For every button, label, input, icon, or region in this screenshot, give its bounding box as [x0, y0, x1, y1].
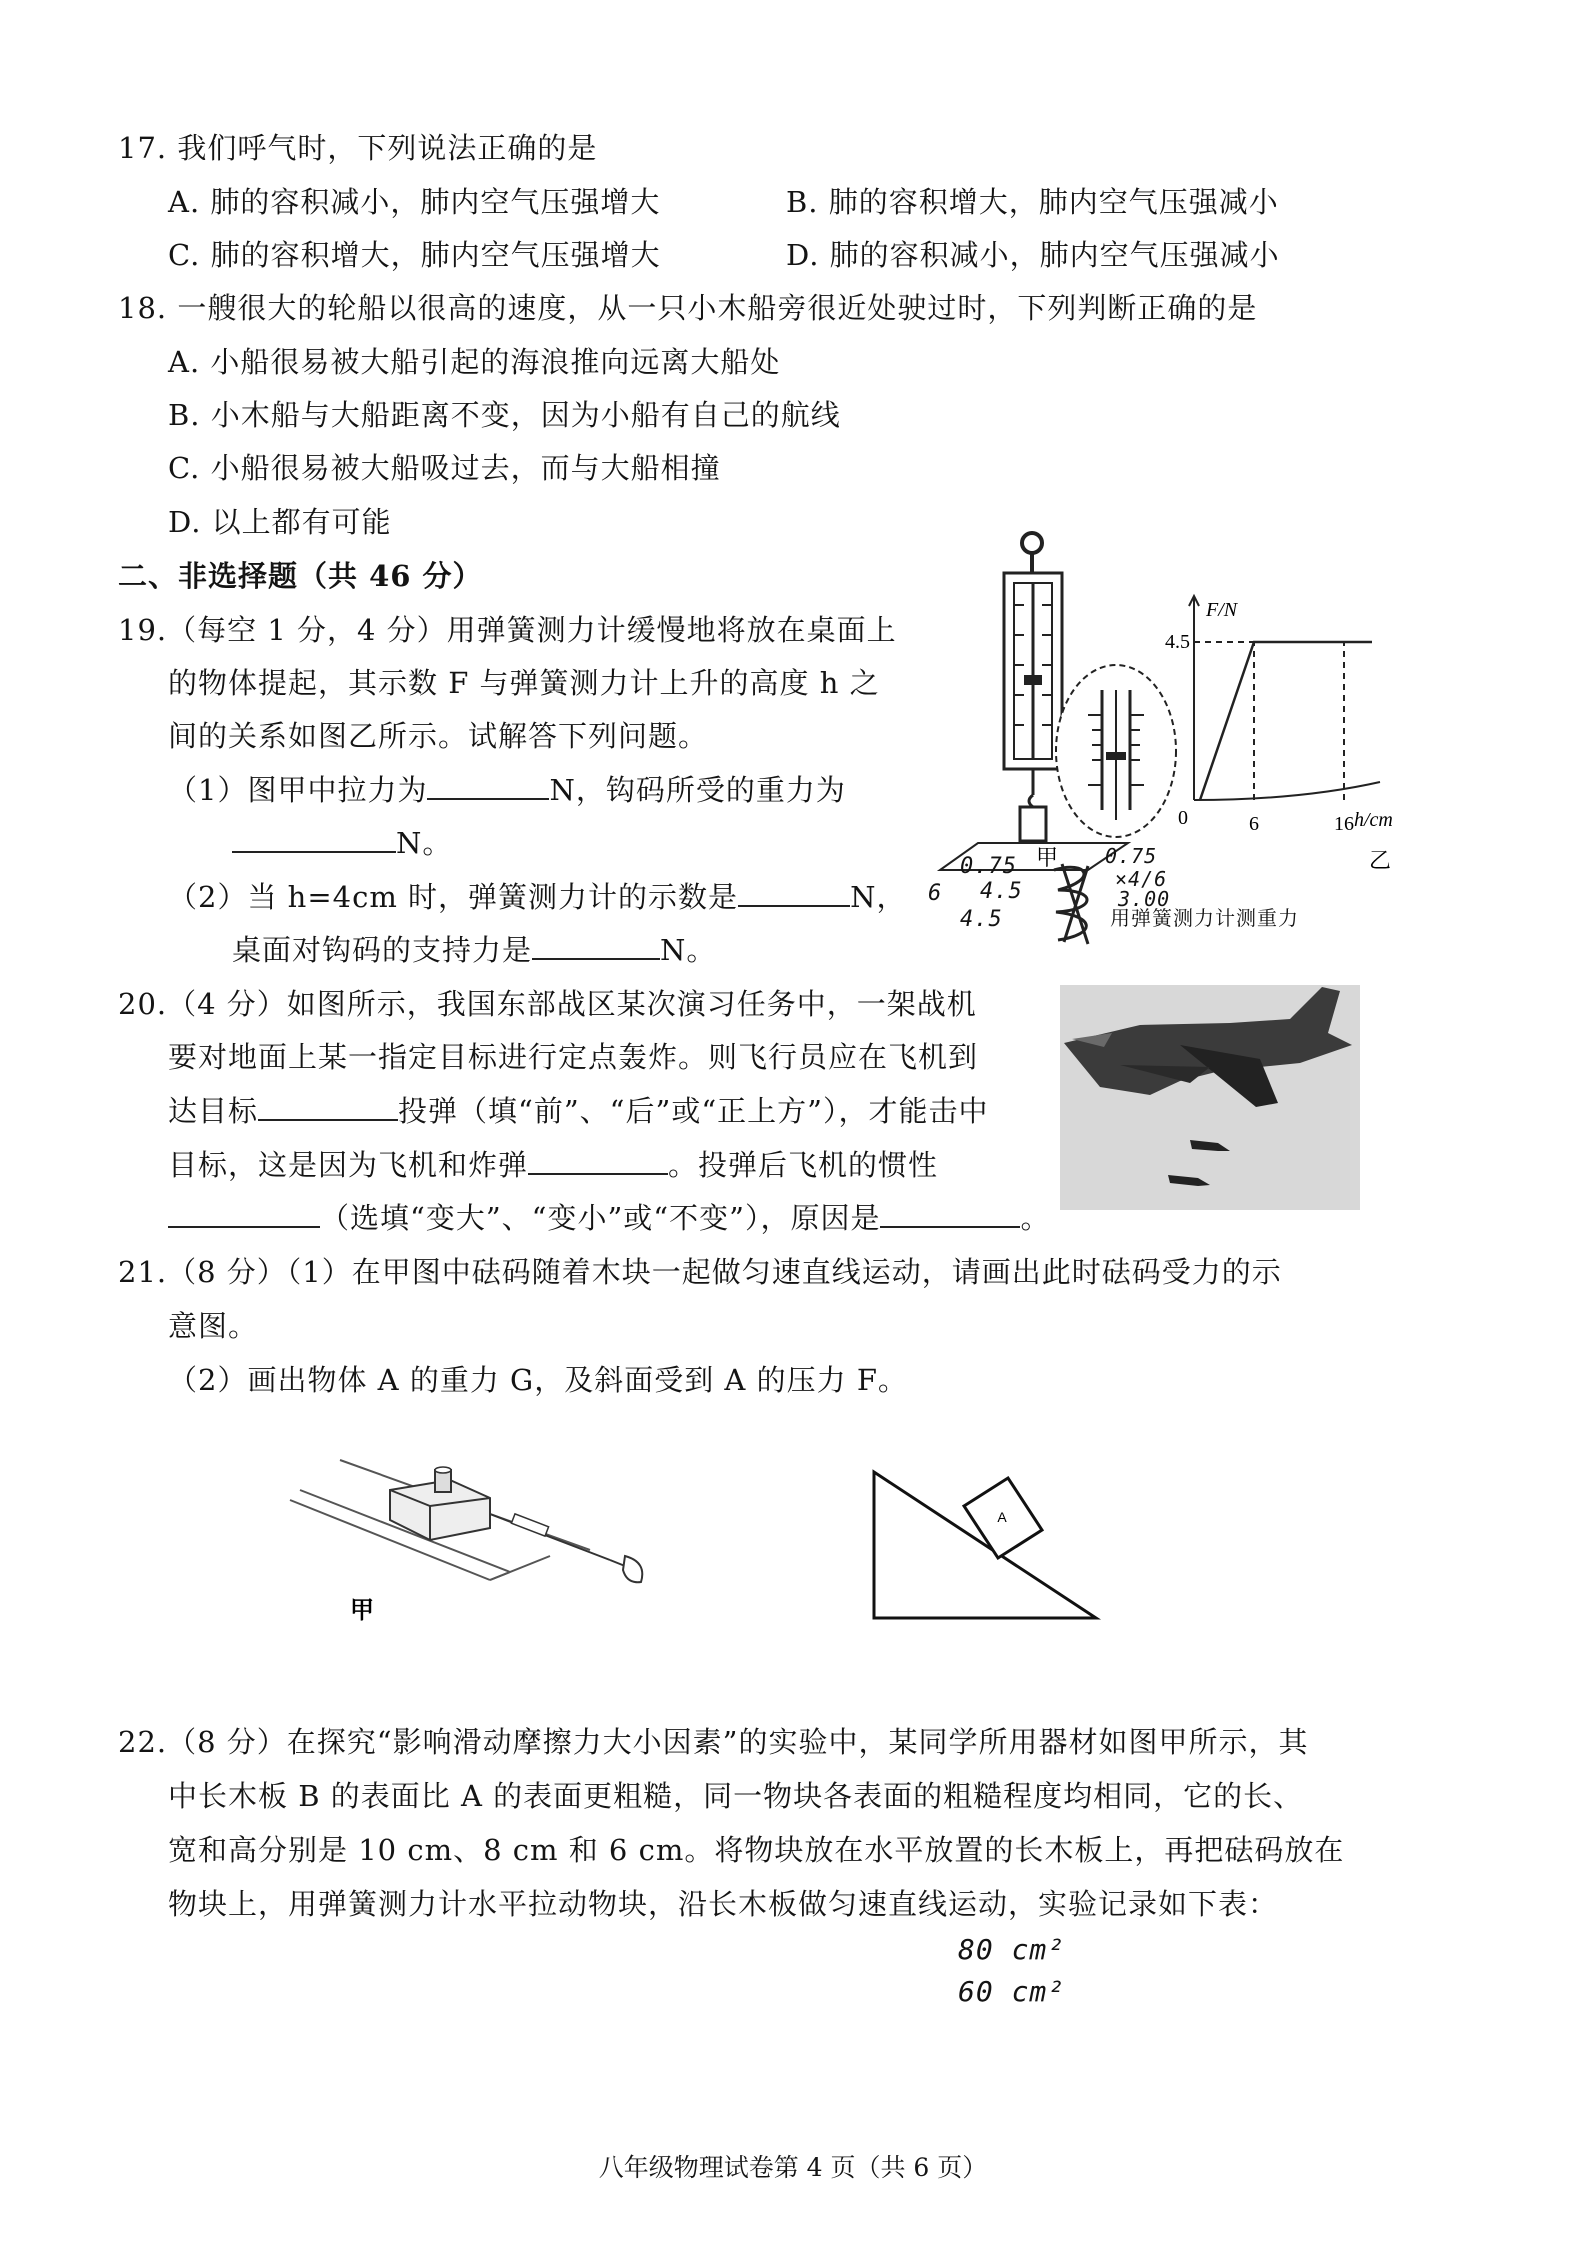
q19-blank-weight[interactable]: [232, 823, 396, 853]
q19-part1: [168, 770, 846, 810]
q17-option-d: D. 肺的容积减小，肺内空气压强减小: [786, 238, 1280, 272]
q20-line4-text-b: 。投弹后飞机的惯性: [668, 1148, 939, 1182]
force-height-chart: [1165, 590, 1395, 880]
q19-part1-text-a: （1）图甲中拉力为: [168, 773, 428, 807]
q17-stem: 17. 我们呼气时，下列说法正确的是: [118, 131, 598, 165]
q17-option-b: B. 肺的容积增大，肺内空气压强减小: [786, 185, 1279, 219]
q18-option-b: B. 小木船与大船距离不变，因为小船有自己的航线: [168, 398, 841, 432]
q22-line3: 宽和高分别是 10 cm、8 cm 和 6 cm。将物块放在水平放置的长木板上，再把砝码放在: [168, 1833, 1345, 1867]
fig-label-yi: 乙: [1368, 848, 1392, 873]
q19-blank-pull-force[interactable]: [427, 770, 549, 800]
x-tick-label: 0: [1178, 807, 1188, 829]
q20-line3-text-b: 投弹（填“前”、“后”或“正上方”），才能击中: [398, 1094, 989, 1128]
q22-handwriting-2: 60 cm²: [958, 1975, 1066, 2008]
q22-line1: 22.（8 分）在探究“影响滑动摩擦力大小因素”的实验中，某同学所用器材如图甲所示，其: [118, 1725, 1309, 1759]
q18-option-a: A. 小船很易被大船引起的海浪推向远离大船处: [168, 345, 781, 379]
y-tick-label: 4.5: [1165, 631, 1190, 653]
incline-figure: [870, 1462, 1100, 1622]
q21-line3: （2）画出物体 A 的重力 G，及斜面受到 A 的压力 F。: [168, 1363, 908, 1397]
q19-blank-reading[interactable]: [738, 877, 850, 907]
x-axis-label: h/cm: [1354, 809, 1393, 831]
q19-line1: 19.（每空 1 分，4 分）用弹簧测力计缓慢地将放在桌面上: [118, 613, 897, 647]
q19-part2-cont: [232, 930, 716, 970]
handwriting-note-5: 0.75: [1105, 844, 1158, 868]
handwriting-note-1: 0.75: [960, 854, 1017, 879]
handwriting-note-6: ×4/6: [1115, 867, 1168, 891]
fig-label-jia: 甲: [1036, 845, 1059, 870]
q20-line4: [168, 1145, 938, 1185]
q19-part2-text-d: N。: [660, 933, 717, 967]
q20-line5-text-b: 。: [1020, 1201, 1051, 1235]
x-tick-label: 16: [1334, 813, 1354, 835]
q19-part1-text-b: N，钩码所受的重力为: [549, 773, 846, 807]
q20-line5: [168, 1198, 1050, 1238]
q20-line3-text-a: 达目标: [168, 1094, 259, 1128]
q19-part2: [168, 877, 906, 917]
q20-line2: 要对地面上某一指定目标进行定点轰炸。则飞行员应在飞机到: [168, 1040, 979, 1074]
section-heading: 二、非选择题（共 46 分）: [118, 559, 483, 593]
block-on-board-figure: [280, 1440, 680, 1624]
handwriting-note-7: 3.00: [1118, 887, 1171, 911]
q21-line2: 意图。: [168, 1309, 259, 1343]
q22-handwriting-1: 80 cm²: [958, 1933, 1066, 1966]
q17-option-a: A. 肺的容积减小，肺内空气压强增大: [168, 185, 661, 219]
q19-part2-text-c: 桌面对钩码的支持力是: [232, 933, 533, 967]
q21-fig-label-jia: 甲: [350, 1598, 374, 1624]
q18-stem: 18. 一艘很大的轮船以很高的速度，从一只小木船旁很近处驶过时，下列判断正确的是: [118, 291, 1258, 325]
q17-option-c: C. 肺的容积增大，肺内空气压强增大: [168, 238, 661, 272]
q20-line1: 20.（4 分）如图所示，我国东部战区某次演习任务中，一架战机: [118, 987, 977, 1021]
q18-option-c: C. 小船很易被大船吸过去，而与大船相撞: [168, 451, 721, 485]
scribble-mark: [1048, 860, 1104, 946]
q20-line4-text-a: 目标，这是因为飞机和炸弹: [168, 1148, 529, 1182]
q20-blank-inertia[interactable]: [168, 1198, 320, 1228]
handwriting-note-3: 6: [928, 881, 943, 906]
q20-line3: [168, 1091, 988, 1131]
block-a-label: A: [997, 1509, 1007, 1525]
q21-line1: 21.（8 分）（1）在甲图中砝码随着木块一起做匀速直线运动，请画出此时砝码受力的示: [118, 1255, 1282, 1289]
q19-part1-cont: [232, 823, 452, 863]
q19-part2-text-a: （2）当 h=4cm 时，弹簧测力计的示数是: [168, 880, 739, 914]
handwriting-note-2: 4.5: [980, 879, 1023, 904]
y-axis-label: F/N: [1206, 599, 1238, 621]
q20-line5-text-a: （选填“变大”、“变小”或“不变”），原因是: [320, 1201, 881, 1235]
page-footer: 八年级物理试卷第 4 页（共 6 页）: [598, 2153, 988, 2182]
q18-option-d: D. 以上都有可能: [168, 505, 392, 539]
scale-zoom-detail: [1052, 660, 1180, 842]
q20-blank-position[interactable]: [258, 1091, 398, 1121]
q19-line3: 间的关系如图乙所示。试解答下列问题。: [168, 719, 709, 753]
handwriting-note-4: 4.5: [960, 907, 1003, 932]
x-tick-label: 6: [1249, 813, 1259, 835]
q20-blank-cause[interactable]: [880, 1198, 1020, 1228]
fig-caption: 用弹簧测力计测重力: [1110, 906, 1299, 930]
q22-line4: 物块上，用弹簧测力计水平拉动物块，沿长木板做匀速直线运动，实验记录如下表：: [168, 1887, 1279, 1921]
q19-line2: 的物体提起，其示数 F 与弹簧测力计上升的高度 h 之: [168, 666, 880, 700]
q20-blank-reason[interactable]: [528, 1145, 668, 1175]
q19-part1-text-c: N。: [396, 826, 453, 860]
q22-line2: 中长木板 B 的表面比 A 的表面更粗糙，同一物块各表面的粗糙程度均相同，它的长、: [168, 1779, 1304, 1813]
q19-blank-support-force[interactable]: [532, 930, 660, 960]
x-axis: [1194, 782, 1380, 800]
series-line: [1200, 642, 1372, 800]
fighter-jet-photo: [1060, 985, 1360, 1210]
q19-part2-text-b: N，: [850, 880, 907, 914]
